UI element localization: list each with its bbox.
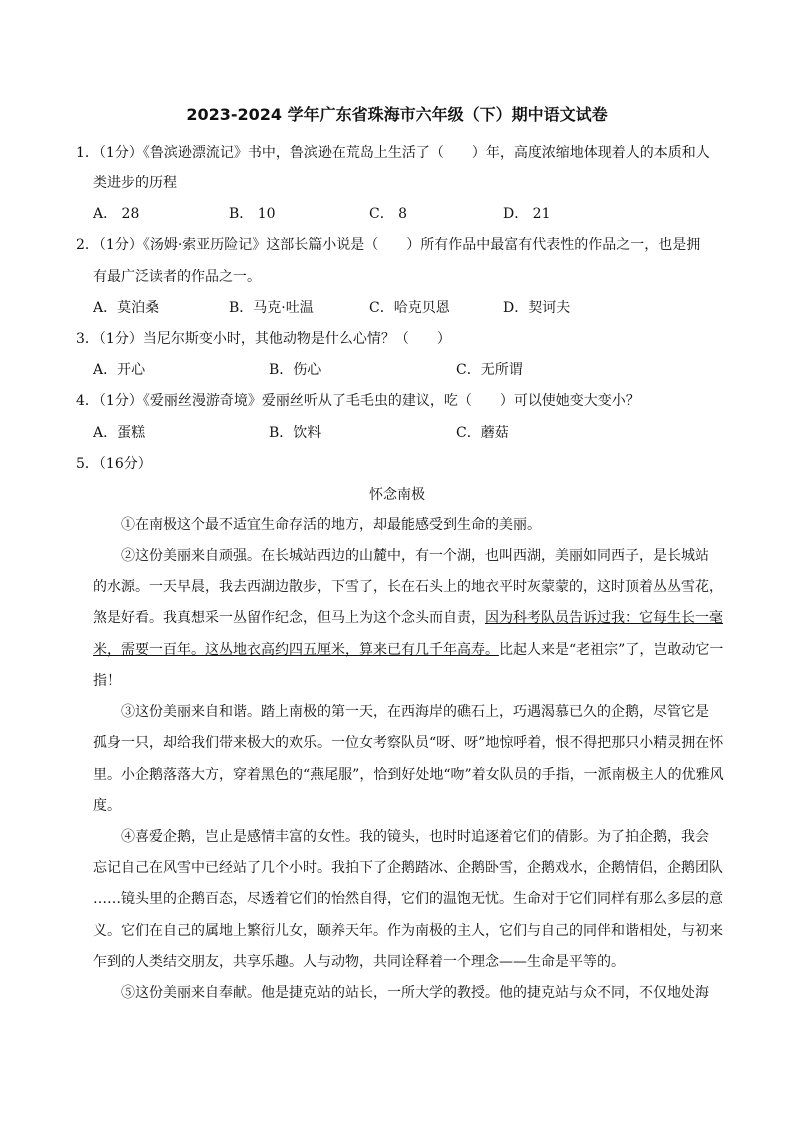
question-1-line-2: 类进步的历程: [93, 175, 177, 191]
passage-paragraph-2-line-1: ②这份美丽来自顽强。在长城站西边的山麓中，有一个湖，也叫西湖，美丽如同西子，是长城站: [121, 548, 709, 564]
passage-paragraph-1: ①在南极这个最不适宜生命存活的地方，却最能感受到生命的美丽。: [121, 517, 541, 533]
passage-paragraph-3-line-2: 孤身一只，却给我们带来极大的欢乐。一位女考察队员“呀、呀”地惊呼着，恨不得把那只小精灵拥在怀: [93, 735, 724, 751]
passage-paragraph-2-line-4-text: 比起人来是“老祖宗”了，岂敢动它一: [499, 642, 724, 658]
question-4-option-c: C．蘑菇: [456, 425, 509, 441]
question-4-option-a: A．蛋糕: [93, 425, 146, 441]
question-2-option-d: D．契诃夫: [503, 300, 571, 316]
question-2-line-2: 有最广泛读者的作品之一。: [93, 269, 261, 285]
passage-paragraph-3-line-4: 度。: [93, 798, 121, 814]
passage-paragraph-4-line-3: ……镜头里的企鹅百态，尽透着它们的怡然自得，它们的温饱无忧。生命对于它们同样有那么多层的意: [93, 891, 723, 907]
underlined-sentence-part-2: 米，需要一百年。这丛地衣高约四五厘米，算来已有几千年高寿。: [93, 642, 499, 658]
passage-paragraph-3-line-1: ③这份美丽来自和谐。踏上南极的第一天，在西海岸的礁石上，巧遇渴慕已久的企鹅，尽管它是: [121, 704, 709, 720]
question-1-option-d: D． 21: [503, 206, 551, 222]
exam-title: 2023-2024 学年广东省珠海市六年级（下）期中语文试卷: [186, 105, 608, 124]
question-2-option-b: B．马克·吐温: [229, 300, 314, 316]
question-1-line-1: 1．（1分）《鲁滨逊漂流记》书中，鲁滨逊在荒岛上生活了（ ）年，高度浓缩地体现着人的本质和人: [76, 145, 710, 161]
question-1-option-c: C． 8: [369, 206, 408, 222]
question-4-line-1: 4．（1分）《爱丽丝漫游奇境》爱丽丝听从了毛毛虫的建议，吃（ ）可以使她变大变小？: [76, 393, 640, 409]
passage-paragraph-4-line-2: 忘记自己在风雪中已经站了几个小时。我拍下了企鹅踏冰、企鹅卧雪，企鹅戏水，企鹅情侣，企鹅团队: [93, 860, 723, 876]
underlined-sentence-part-1: 因为科考队员告诉过我：它每生长一毫: [485, 610, 723, 626]
question-3-option-c: C．无所谓: [456, 362, 523, 378]
passage-paragraph-2-line-4: [93, 640, 723, 660]
passage-title: 怀念南极: [369, 487, 425, 503]
passage-paragraph-2-line-2: 的水源。一天早晨，我去西湖边散步，下雪了，长在石头上的地衣平时灰蒙蒙的，这时顶着丛丛雪花，: [93, 579, 723, 595]
question-3-option-a: A．开心: [93, 362, 146, 378]
passage-paragraph-2-line-3-text: 煞是好看。我真想采一丛留作纪念，但马上为这个念头而自责，: [93, 610, 485, 626]
passage-paragraph-3-line-3: 里。小企鹅落落大方，穿着黑色的“燕尾服”，恰到好处地“吻”着女队员的手指，一派南极主人的优雅风: [93, 767, 724, 783]
passage-paragraph-5-line-1: ⑤这份美丽来自奉献。他是捷克站的站长，一所大学的教授。他的捷克站与众不同，不仅地处海: [121, 985, 709, 1001]
question-2-option-a: A．莫泊桑: [93, 300, 160, 316]
question-2-option-c: C．哈克贝恩: [369, 300, 450, 316]
question-1-option-b: B． 10: [229, 206, 276, 222]
passage-paragraph-4-line-4: 义。它们在自己的属地上繁衍儿女，颐养天年。作为南极的主人，它们与自己的同伴和谐相处，与初来: [93, 923, 723, 939]
question-3-line-1: 3．（1分）当尼尔斯变小时，其他动物是什么心情？（ ）: [76, 331, 451, 347]
question-5-line-1: 5．（16分）: [76, 456, 152, 472]
passage-paragraph-2-line-5: 指！: [93, 673, 121, 689]
question-3-option-b: B．伤心: [269, 362, 322, 378]
question-1-option-a: A． 28: [93, 206, 140, 222]
question-2-line-1: 2．（1分）《汤姆·索亚历险记》这部长篇小说是（ ）所有作品中最富有代表性的作品之一，也是拥: [76, 237, 701, 253]
passage-paragraph-4-line-1: ④喜爱企鹅，岂止是感情丰富的女性。我的镜头，也时时追逐着它们的倩影。为了拍企鹅，我会: [121, 829, 709, 845]
question-4-option-b: B．饮料: [269, 425, 322, 441]
passage-paragraph-2-line-3: [93, 608, 723, 628]
passage-paragraph-4-line-5: 乍到的人类结交朋友，共享乐趣。人与动物，共同诠释着一个理念——生命是平等的。: [93, 954, 625, 970]
